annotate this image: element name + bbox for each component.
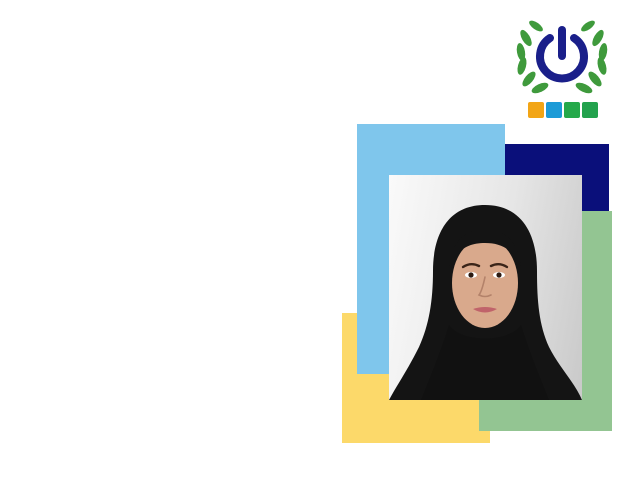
teacher-portrait [389,175,582,400]
logo-letter-m [528,102,544,118]
bio-section [15,124,328,143]
logo-letter-g [546,102,562,118]
logo-letter-i [564,102,580,118]
portrait-illustration [389,175,582,400]
power-button-laurel-icon [512,8,612,104]
mgis-letters [528,102,598,118]
logo-letter-s [582,102,598,118]
